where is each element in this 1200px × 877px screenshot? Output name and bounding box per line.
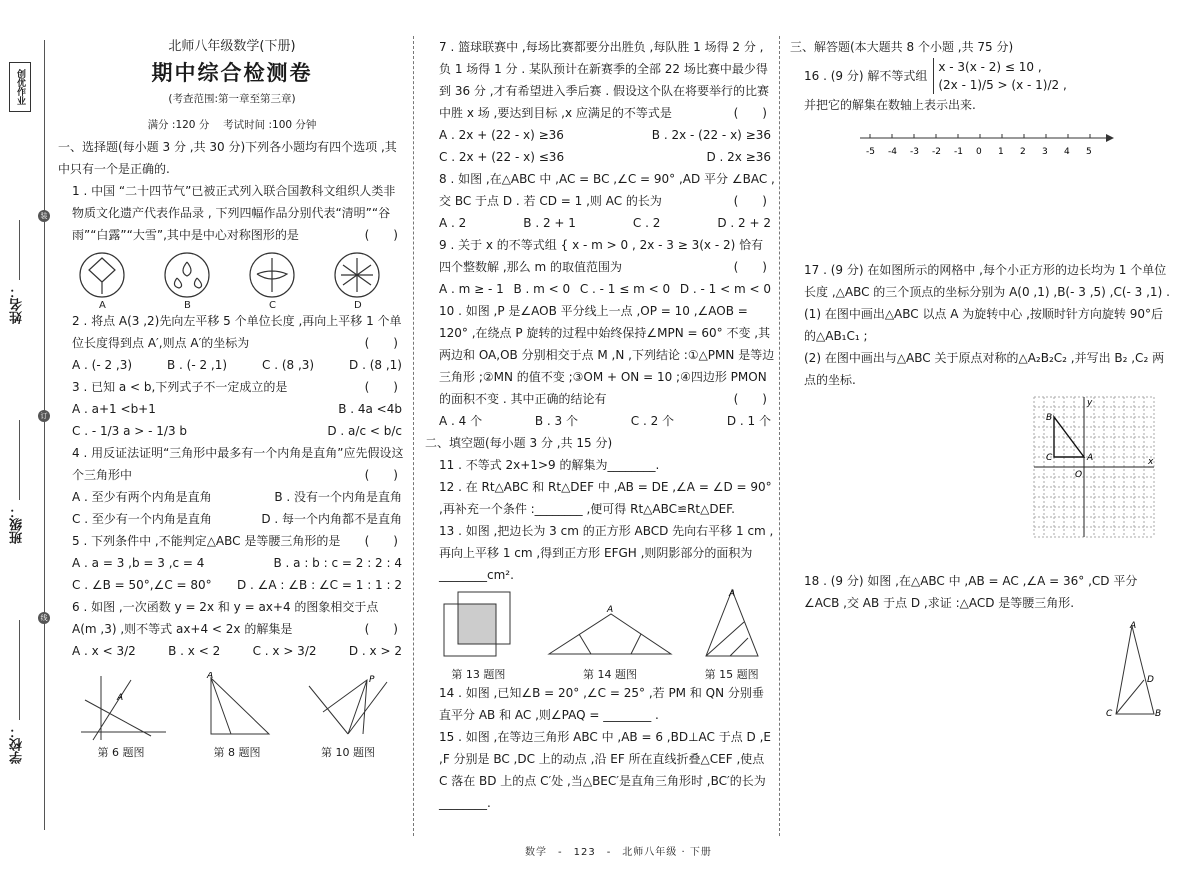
- figure-q10: [303, 672, 393, 760]
- section-2-heading: 二、填空题(每小题 3 分 ,共 15 分): [425, 436, 613, 450]
- svg-text:A: A: [117, 693, 124, 703]
- snowflake-shape: [341, 258, 373, 292]
- fig-option-label: B: [184, 300, 191, 310]
- binding-line: [44, 40, 45, 830]
- binding-hole: 订: [38, 410, 50, 422]
- exam-meta: 满分 :120 分 考试时间 :100 分钟: [147, 119, 317, 131]
- figure-caption: 第 13 题图: [451, 668, 506, 681]
- tick-label: 0: [976, 147, 982, 157]
- svg-text:A: A: [606, 605, 614, 615]
- q5-options: A . a = 3 ,b = 3 ,c = 4 B . a : b : c = 2 : 2 : 4: [72, 556, 402, 570]
- svg-text:A: A: [1130, 621, 1137, 631]
- column-right: [790, 36, 1170, 727]
- svg-text:B: B: [1155, 709, 1162, 719]
- page-footer: 数学 - 123 - 北师八年级 · 下册: [525, 847, 712, 858]
- exam-title: 期中综合检测卷: [151, 61, 313, 85]
- school-label: 学校：: [10, 725, 25, 764]
- question-7: 7 . 篮球联赛中 ,每场比赛都要分出胜负 ,每队胜 1 场得 2 分 ,负 1 场得 1 分 . 某队预计在新赛季的全部 22 场比赛中最少得到 36 分 ,才有希望进入季后赛 . 假设这个队在将要举行的比赛中胜 x 场 ,要达到目标 ,x 应满足的不等式是 ( ): [439, 40, 769, 120]
- question-1: 1 . 中国 “二十四节气”已被正式列入联合国教科文组织人类非物质文化遗产代表作品录 , 下列四幅作品分别代表“清明”“谷雨”“白露”“大雪”,其中是中心对称图形的是 ( ): [72, 184, 398, 242]
- q3-options: C . - 1/3 a > - 1/3 b D . a/c < b/c: [72, 424, 402, 438]
- q14-triangle: [545, 604, 675, 664]
- question-13: 13 . 如图 ,把边长为 3 cm 的正方形 ABCD 先向右平移 1 cm ,再向上平移 1 cm ,得到正方形 EFGH ,则阴影部分的面积为________cm².: [439, 524, 774, 582]
- tick-label: 1: [998, 147, 1004, 157]
- tick-label: 5: [1086, 147, 1092, 157]
- question-9: 9 . 关于 x 的不等式组 { x - m > 0 , 2x - 3 ≥ 3(x - 2) 恰有四个整数解 ,那么 m 的取值范围为 ( ): [439, 238, 767, 274]
- q4-options: A . 至少有两个内角是直角 B . 没有一个内角是直角: [72, 490, 402, 504]
- figure-caption: 第 6 题图: [97, 746, 145, 759]
- q16-inequality-2: (2x - 1)/5 > (x - 1)/2 ,: [938, 78, 1067, 92]
- binding-margin: [0, 0, 58, 877]
- question-10: 10 . 如图 ,P 是∠AOB 平分线上一点 ,OP = 10 ,∠AOB = 120° ,在绕点 P 旋转的过程中始终保持∠MPN = 60° 不变 ,其两边和 OA,OB 分别相交于点 M ,N ,下列结论 :①△PMN 是等边三角形 ;②MN 的值不变 ;③OM + ON = 10 ;④四边形 PMON 的面积不变 . 其中正确的结论有 ( ): [439, 304, 775, 406]
- section-3-heading: 三、解答题(本大题共 8 个小题 ,共 75 分): [790, 40, 1014, 54]
- exam-subtitle: 北师八年级数学(下册): [168, 39, 296, 54]
- q8-triangle: [197, 672, 277, 742]
- question-14: 14 . 如图 ,已知∠B = 20° ,∠C = 25° ,若 PM 和 QN 分别垂直平分 AB 和 AC ,则∠PAQ = ________ .: [439, 686, 764, 722]
- section-1-heading: 一、选择题(每小题 3 分 ,共 30 分)下列各小题均有四个选项 ,其中只有一个是正确的.: [58, 140, 397, 176]
- tick-label: -3: [910, 147, 919, 157]
- vertex-label-b: B: [1046, 413, 1053, 423]
- figure-caption: 第 14 题图: [582, 668, 637, 681]
- question-2: 2 . 将点 A(3 ,2)先向左平移 5 个单位长度 ,再向上平移 1 个单位长度得到点 A′,则点 A′的坐标为 ( ): [72, 314, 402, 350]
- col1-figures: [58, 672, 406, 760]
- origin-label: O: [1075, 470, 1083, 480]
- tick-label: -2: [932, 147, 941, 157]
- figure-q14: [545, 604, 675, 682]
- number-line: [856, 124, 1116, 164]
- svg-text:D: D: [1147, 675, 1154, 685]
- question-4: 4 . 用反证法证明“三角形中最多有一个内角是直角”应先假设这个三角形中 ( ): [72, 446, 404, 482]
- question-3: 3 . 已知 a < b,下列式子不一定成立的是 ( ): [72, 380, 398, 394]
- class-blank: [19, 420, 20, 500]
- kite-shape: [89, 258, 115, 294]
- question-8: 8 . 如图 ,在△ABC 中 ,AC = BC ,∠C = 90° ,AD 平分 ∠BAC ,交 BC 于点 D . 若 CD = 1 ,则 AC 的长为 ( ): [439, 172, 775, 208]
- figure-q13: [438, 586, 518, 682]
- question-16-instruction: 并把它的解集在数轴上表示出来.: [804, 98, 976, 112]
- tick-label: -5: [866, 147, 875, 157]
- coordinate-grid: [1032, 395, 1156, 545]
- tick-label: 2: [1020, 147, 1026, 157]
- svg-text:A: A: [207, 672, 214, 681]
- vertex-label-a: A: [1087, 453, 1094, 463]
- exam-scope: (考查范围:第一章至第三章): [168, 93, 296, 105]
- q7-options: C . 2x + (22 - x) ≤36 D . 2x ≥36: [439, 150, 771, 164]
- leaf-shape: [257, 258, 287, 292]
- q18-triangle: [1102, 620, 1162, 720]
- class-label: 班级：: [10, 505, 25, 544]
- drops-shape: [174, 262, 201, 288]
- q5-options: C . ∠B = 50°,∠C = 80° D . ∠A : ∠B : ∠C = 1 : 1 : 2: [72, 578, 402, 592]
- figure-q8: [197, 672, 277, 760]
- school-blank: [19, 620, 20, 720]
- q1-figures: [58, 246, 406, 310]
- q16-inequality-1: x - 3(x - 2) ≤ 10 ,: [938, 60, 1042, 74]
- question-5: 5 . 下列条件中 ,不能判定△ABC 是等腰三角形的是 ( ): [72, 534, 398, 548]
- figure-caption: 第 10 题图: [321, 746, 375, 759]
- fig-option-label: C: [269, 300, 276, 310]
- q10-options: A . 4 个 B . 3 个 C . 2 个 D . 1 个: [439, 414, 771, 428]
- q8-options: A . 2 B . 2 + 1 C . 2 D . 2 + 2: [439, 216, 771, 230]
- vertex-label-c: C: [1046, 453, 1053, 463]
- q6-graph: [71, 672, 171, 742]
- q15-triangle: [702, 586, 762, 664]
- binding-hole: 装: [38, 210, 50, 222]
- figure-q6: [71, 672, 171, 760]
- figure-q15: [702, 586, 762, 682]
- q1-seal-images: [67, 248, 397, 310]
- question-17: 17 . (9 分) 在如图所示的网格中 ,每个小正方形的边长均为 1 个单位长度 ,△ABC 的三个顶点的坐标分别为 A(0 ,1) ,B(- 3 ,5) ,C(- 3 ,1) .: [804, 263, 1170, 299]
- figure-caption: 第 8 题图: [213, 746, 261, 759]
- question-15: 15 . 如图 ,在等边三角形 ABC 中 ,AB = 6 ,BD⊥AC 于点 D ,E ,F 分别是 BC ,DC 上的动点 ,沿 EF 所在直线折叠△CEF ,使点 C 落在 BD 上的点 C′处 ,当△BEC′是直角三角形时 ,BC′的长为________.: [439, 730, 771, 810]
- question-12: 12 . 在 Rt△ABC 和 Rt△DEF 中 ,AB = DE ,∠A = ∠D = 90° ,再补充一个条件 :________ ,便可得 Rt△ABC≌Rt△DEF.: [439, 480, 772, 516]
- seal-b: [165, 253, 209, 297]
- tick-label: -1: [954, 147, 963, 157]
- column-middle: [425, 36, 775, 814]
- column-divider: [779, 36, 780, 836]
- name-blank: [19, 220, 20, 280]
- shaded-area: [458, 604, 496, 644]
- fig-option-label: D: [354, 300, 362, 310]
- answer-space: [790, 171, 1170, 259]
- svg-text:A: A: [728, 589, 735, 599]
- fig-option-label: A: [99, 300, 106, 310]
- q3-options: A . a+1 <b+1 B . 4a <4b: [72, 402, 402, 416]
- question-17-part-2: (2) 在图中画出与△ABC 关于原点对称的△A₂B₂C₂ ,并写出 B₂ ,C₂ 两点的坐标.: [804, 351, 1165, 387]
- column-divider: [413, 36, 414, 836]
- svg-text:C: C: [1106, 709, 1113, 719]
- q10-angle: [303, 672, 393, 742]
- col2-figures: [425, 586, 775, 682]
- name-label: 姓名：: [10, 285, 25, 324]
- tick-label: -4: [888, 147, 897, 157]
- column-left: [58, 36, 406, 760]
- binding-hole: 线: [38, 612, 50, 624]
- q13-squares: [438, 586, 518, 664]
- q4-options: C . 至少有一个内角是直角 D . 每一个内角都不是直角: [72, 512, 402, 526]
- question-17-part-1: (1) 在图中画出△ABC 以点 A 为旋转中心 ,按顺时针方向旋转 90°后的△AB₁C₁ ;: [804, 307, 1164, 343]
- question-16: 16 . (9 分) 解不等式组 x - 3(x - 2) ≤ 10 , (2x - 1)/5 > (x - 1)/2 ,: [804, 60, 1067, 92]
- q6-options: A . x < 3/2 B . x < 2 C . x > 3/2 D . x > 2: [72, 644, 402, 658]
- figure-caption: 第 15 题图: [704, 668, 759, 681]
- tick-label: 4: [1064, 147, 1070, 157]
- svg-text:P: P: [369, 675, 375, 685]
- publisher-logo: 创优作业: [9, 62, 31, 112]
- q9-options: A . m ≥ - 1 B . m < 0 C . - 1 ≤ m < 0 D . - 1 < m < 0: [439, 282, 771, 296]
- q2-options: A . (- 2 ,3) B . (- 2 ,1) C . (8 ,3) D . (8 ,1): [72, 358, 402, 372]
- question-18: 18 . (9 分) 如图 ,在△ABC 中 ,AB = AC ,∠A = 36° ,CD 平分∠ACB ,交 AB 于点 D ,求证 :△ACD 是等腰三角形.: [804, 574, 1138, 610]
- x-axis-label: x: [1148, 457, 1154, 467]
- q7-options: A . 2x + (22 - x) ≥36 B . 2x - (22 - x) ≥36: [439, 128, 771, 142]
- y-axis-label: y: [1087, 398, 1093, 408]
- question-6: 6 . 如图 ,一次函数 y = 2x 和 y = ax+4 的图象相交于点 A(m ,3) ,则不等式 ax+4 < 2x 的解集是 ( ): [72, 600, 398, 636]
- question-11: 11 . 不等式 2x+1>9 的解集为________.: [439, 458, 660, 472]
- tick-label: 3: [1042, 147, 1048, 157]
